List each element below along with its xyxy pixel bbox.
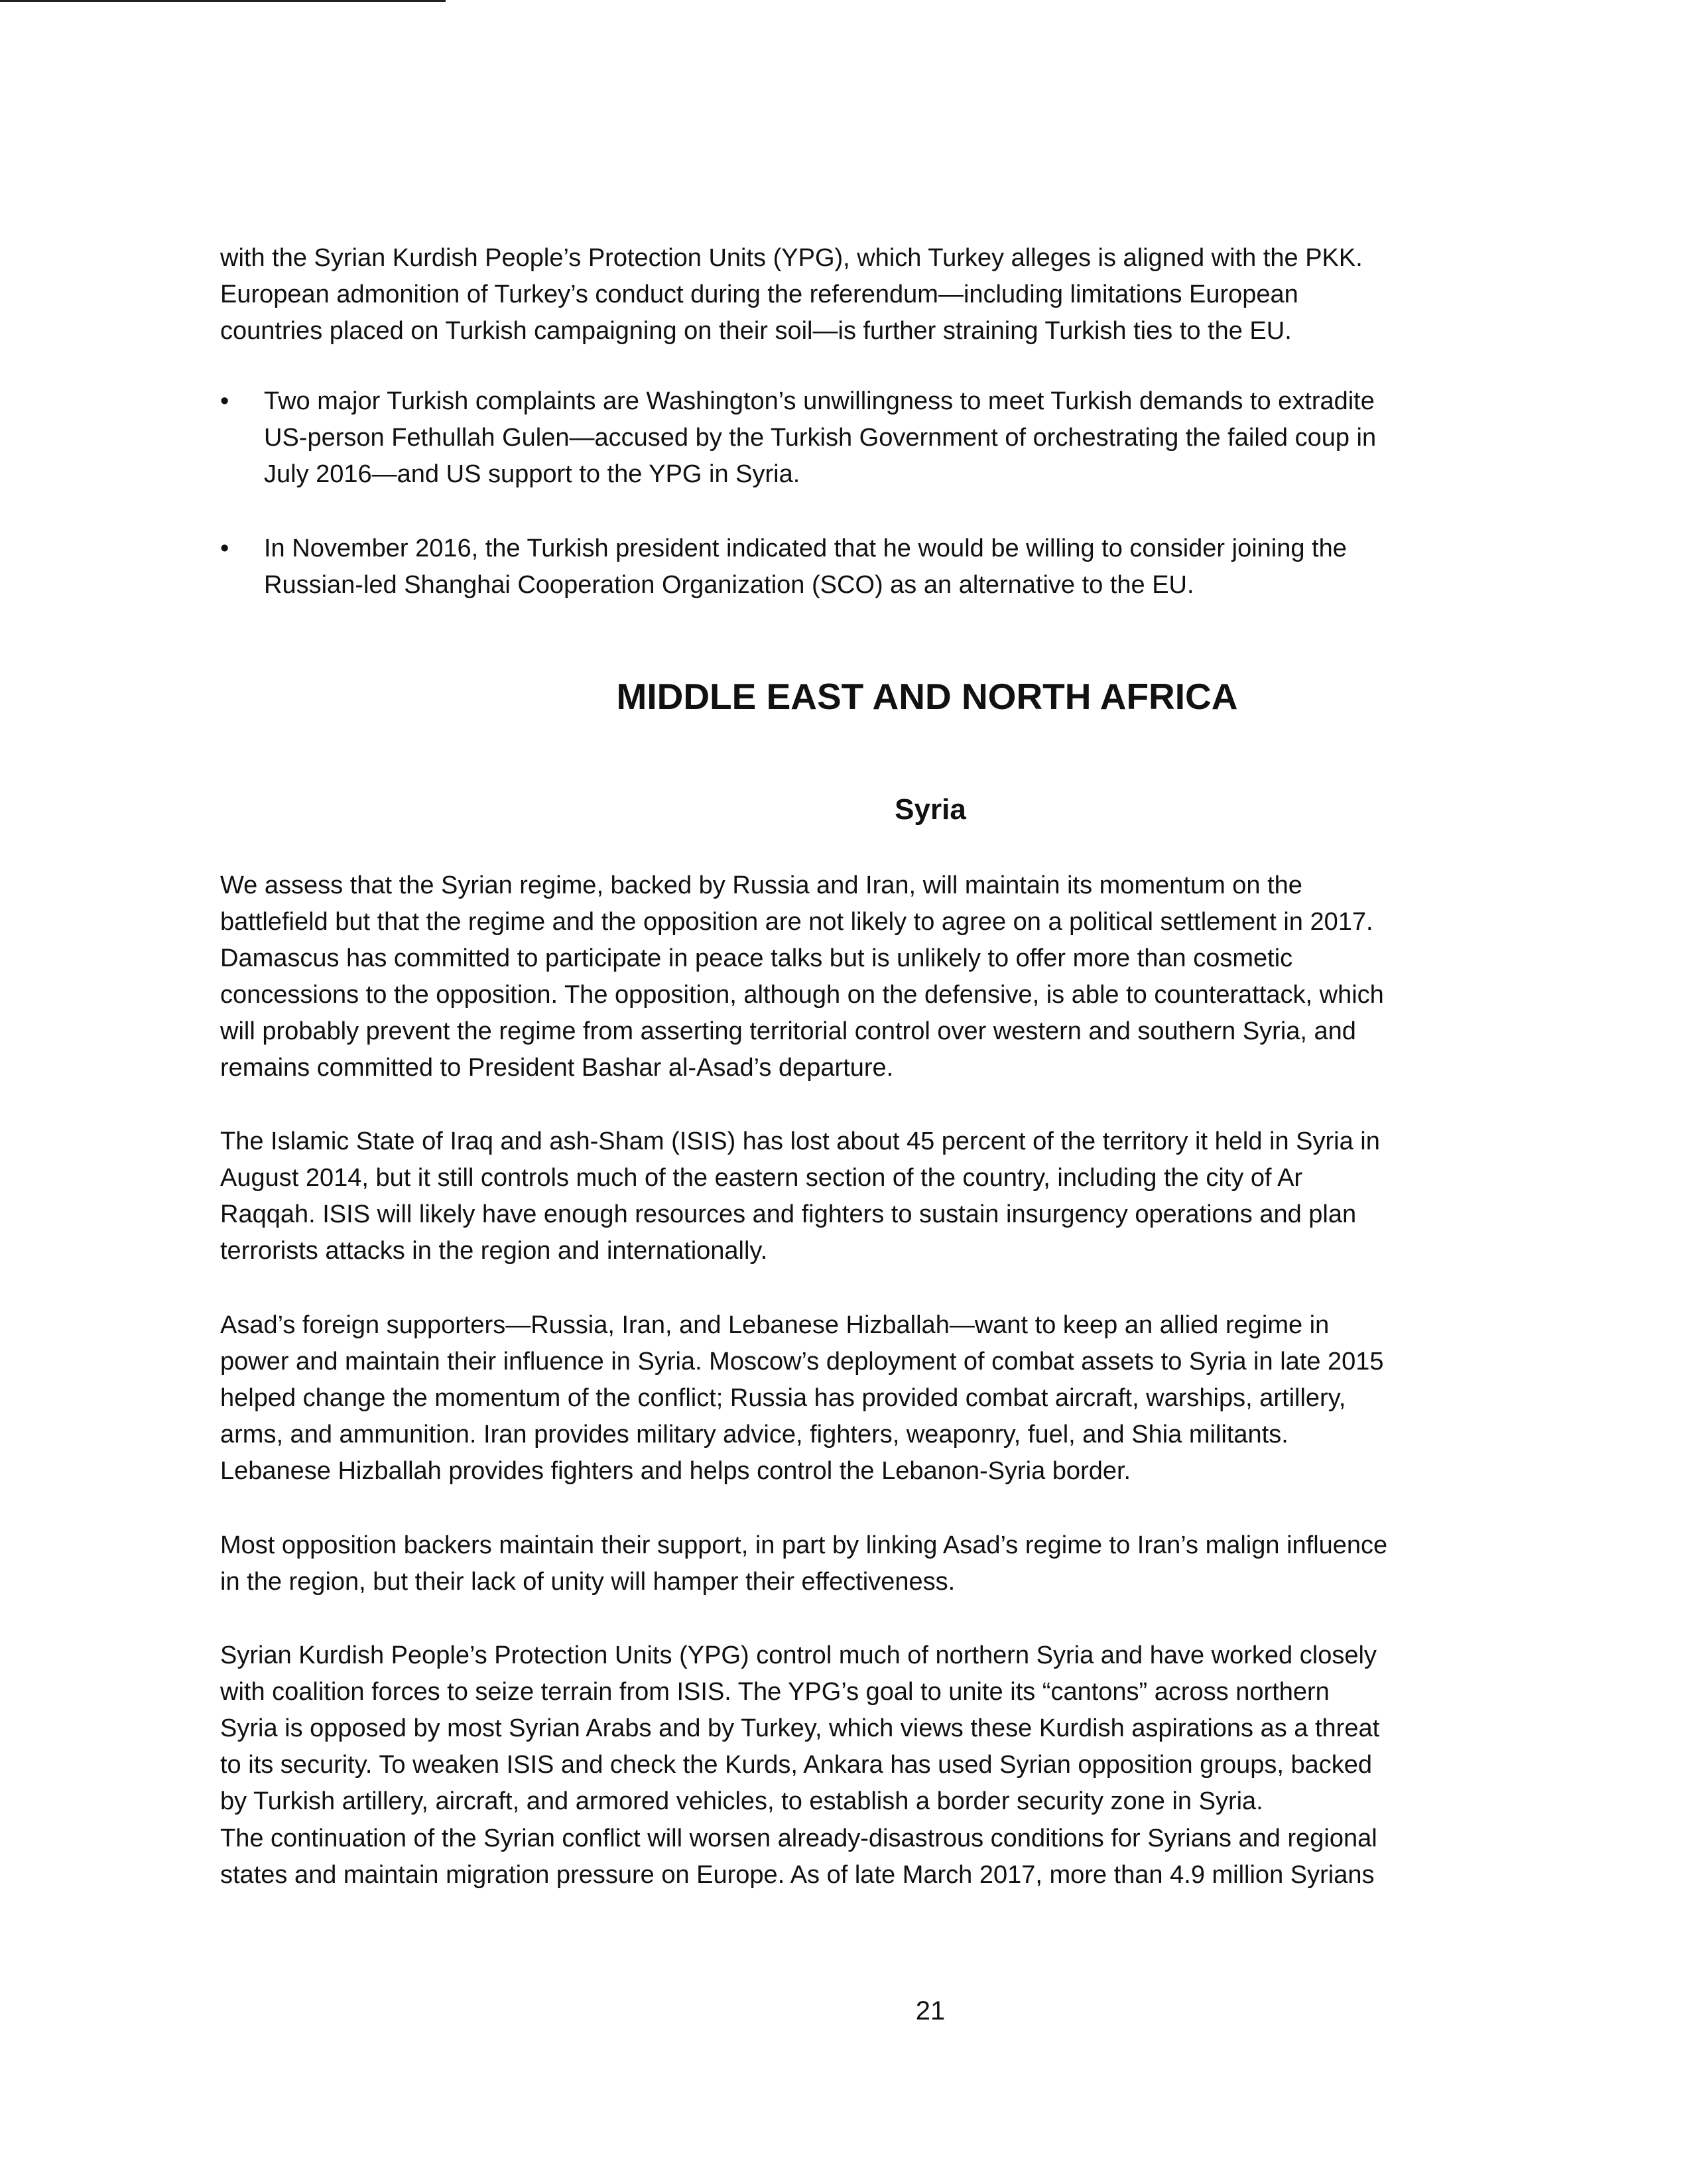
- text-line: Most opposition backers maintain their support, in part by linking Asad’s regime to Iran’s malign influence: [220, 1531, 1388, 1559]
- text-line: Asad’s foreign supporters—Russia, Iran, and Lebanese Hizballah—want to keep an allied regime in: [220, 1311, 1330, 1339]
- text-line: helped change the momentum of the conflict; Russia has provided combat aircraft, warships, artillery,: [220, 1384, 1346, 1412]
- paragraph: [220, 1124, 1380, 1269]
- top-rule: [0, 0, 446, 2]
- text-line: European admonition of Turkey’s conduct during the referendum—including limitations European: [220, 281, 1298, 308]
- text-line: with coalition forces to seize terrain from ISIS. The YPG’s goal to unite its “cantons” across northern: [220, 1678, 1330, 1706]
- text-line: in the region, but their lack of unity will hamper their effectiveness.: [220, 1568, 956, 1596]
- text-line: terrorists attacks in the region and internationally.: [220, 1237, 768, 1265]
- text-line: to its security. To weaken ISIS and check the Kurds, Ankara has used Syrian opposition groups, backed: [220, 1751, 1373, 1779]
- text-line: states and maintain migration pressure on Europe. As of late March 2017, more than 4.9 million Syrians: [220, 1861, 1375, 1889]
- text-line: Two major Turkish complaints are Washington’s unwillingness to meet Turkish demands to extradite: [264, 387, 1375, 415]
- text-line: Lebanese Hizballah provides fighters and helps control the Lebanon-Syria border.: [220, 1457, 1131, 1485]
- text-line: with the Syrian Kurdish People’s Protection Units (YPG), which Turkey alleges is aligned with the PKK.: [220, 244, 1363, 272]
- text-line: concessions to the opposition. The opposition, although on the defensive, is able to counterattack, which: [220, 981, 1384, 1009]
- text-line: July 2016—and US support to the YPG in Syria.: [264, 460, 800, 488]
- text-line: The continuation of the Syrian conflict will worsen already-disastrous conditions for Syrians and regional: [220, 1825, 1377, 1852]
- paragraph: [220, 1527, 1387, 1600]
- text-line: countries placed on Turkish campaigning on their soil—is further straining Turkish ties to the EU.: [220, 317, 1292, 345]
- text-line: arms, and ammunition. Iran provides military advice, fighters, weaponry, fuel, and Shia militants.: [220, 1421, 1288, 1448]
- text-line: power and maintain their influence in Syria. Moscow’s deployment of combat assets to Syria in late 2015: [220, 1348, 1384, 1376]
- text-line: remains committed to President Bashar al-Asad’s departure.: [220, 1054, 894, 1082]
- text-line: The Islamic State of Iraq and ash-Sham (ISIS) has lost about 45 percent of the territory it held in Syria in: [220, 1127, 1380, 1155]
- page-number: 21: [915, 1996, 946, 2025]
- intro-paragraph: [220, 240, 1363, 350]
- bullet-icon: •: [220, 387, 229, 415]
- text-line: Syrian Kurdish People’s Protection Units (YPG) control much of northern Syria and have worked closely: [220, 1641, 1377, 1669]
- paragraph: [220, 1638, 1379, 1820]
- section-heading: MIDDLE EAST AND NORTH AFRICA: [616, 676, 1238, 717]
- paragraph: [220, 1821, 1377, 1894]
- text-line: We assess that the Syrian regime, backed by Russia and Iran, will maintain its momentum on the: [220, 871, 1302, 899]
- text-line: US-person Fethullah Gulen—accused by the Turkish Government of orchestrating the failed coup in: [264, 424, 1377, 452]
- text-line: battlefield but that the regime and the opposition are not likely to agree on a political settlement in 2017.: [220, 908, 1373, 936]
- text-line: by Turkish artillery, aircraft, and armored vehicles, to establish a border security zone in Syria.: [220, 1787, 1263, 1815]
- text-line: Raqqah. ISIS will likely have enough resources and fighters to sustain insurgency operations and plan: [220, 1200, 1357, 1228]
- paragraph: [220, 1307, 1384, 1490]
- text-line: Syria is opposed by most Syrian Arabs and by Turkey, which views these Kurdish aspirations as a threat: [220, 1714, 1380, 1742]
- subsection-heading: Syria: [895, 793, 966, 826]
- paragraph: [220, 867, 1384, 1086]
- text-line: In November 2016, the Turkish president indicated that he would be willing to consider joining the: [264, 535, 1347, 562]
- text-line: Damascus has committed to participate in peace talks but is unlikely to offer more than cosmetic: [220, 944, 1293, 972]
- text-line: will probably prevent the regime from asserting territorial control over western and southern Syria, and: [220, 1017, 1356, 1045]
- bullet-icon: •: [220, 535, 229, 562]
- text-line: Russian-led Shanghai Cooperation Organization (SCO) as an alternative to the EU.: [264, 571, 1194, 599]
- text-line: August 2014, but it still controls much of the eastern section of the country, including the city of Ar: [220, 1164, 1303, 1192]
